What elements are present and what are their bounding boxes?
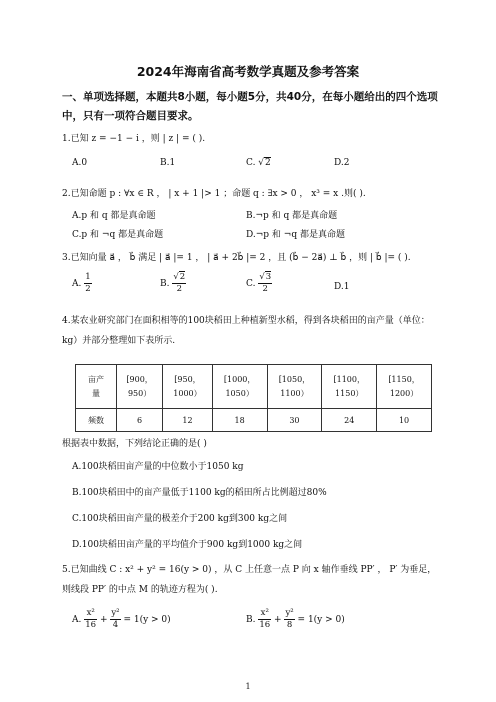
page-number: 1 [245,682,251,691]
q2-option-c: C.p 和 ¬q 都是真命题 [72,230,164,240]
fraction-denominator: 8 [286,620,293,630]
q3-option-a [72,272,92,295]
interval-upper: 1200） [389,388,419,398]
frequency-cell: 30 [267,409,322,432]
question-4-stem: 4.某农业研究部门在面积相等的100块稻田上种植新型水稻，得到各块稻田的亩产量（单位：kg）并部分整理如下表所示. [62,316,430,346]
fraction [284,608,294,631]
q1-option-c: C. √2 [246,158,271,168]
fraction-denominator: 16 [259,620,271,630]
q1-option-c-label: C. [246,158,256,168]
interval-lower: [1150， [388,374,420,384]
q2-option-b: B.¬p 和 q 都是真命题 [246,211,338,221]
fraction-denominator: 2 [262,284,268,294]
question-2-stem: 2.已知命题 p : ∀x ∈ R ， | x + 1 |> 1 ；命题 q : ∃x > 0 ， x³ = x .则( ). [62,189,366,199]
sqrt-radicand: 2 [179,272,186,282]
frequency-cell: 24 [322,409,377,432]
fraction [110,608,120,631]
q5-option-b: B. $\frac{\text{x²}}{16}$ + $\frac{\text{y²}}{8}$ = 1(y > 0) [246,608,345,630]
interval-lower: [1000， [223,374,256,384]
q4-option-d: D.100块稻田亩产量的平均值介于900 kg到1000 kg之间 [72,540,303,550]
question-1-stem: 1.已知 z = −1 − i ，则 | z | = ( ). [62,134,206,144]
q5-option-a-label: A. [72,615,82,625]
fraction-numerator: 1 [85,272,91,282]
frequency-cell: 12 [163,409,213,432]
interval-lower: [900， [126,374,153,384]
q5-option-a: A. $\frac{\text{x²}}{16}$ + $\frac{\text{y²}}{4}$ = 1(y > 0) [72,608,171,630]
equation-tail: = 1(y > 0) [123,615,171,625]
fraction-numerator: y² [285,608,294,618]
header-label-line-2: 量 [92,388,100,398]
question-3-stem: 3.已知向量 a⃗ ， b⃗ 满足 | a⃗ |= 1 ， | a⃗ + 2b⃗ |= 2 ，且 (b⃗ − 2a⃗) ⊥ b⃗ ，则 | b⃗ |= ( ). [62,253,411,263]
q4-option-a: A.100块稻田亩产量的中位数小于1050 kg [72,462,244,472]
interval-cell [117,365,163,409]
interval-upper: 950） [127,388,152,398]
q1-option-c-radicand: 2 [265,158,271,168]
frequency-cell: 6 [117,409,163,432]
q2-option-a: A.p 和 q 都是真命题 [72,211,156,221]
q4-option-c: C.100块稻田亩产量的极差介于200 kg到300 kg之间 [72,514,288,524]
header-label-line-1: 亩产 [88,374,104,384]
q4-option-b: B.100块稻田中的亩产量低于1100 kg的稻田所占比例超过80% [72,488,327,498]
q1-option-d: D.2 [334,158,350,168]
frequency-cell: 10 [377,409,432,432]
fraction-denominator: 4 [112,620,119,630]
interval-upper: 1050） [225,388,254,398]
q3-option-a-fraction [84,272,91,295]
table-header-cell [76,365,117,409]
fraction [258,608,271,631]
table-row-intervals [76,365,432,409]
question-5-stem: 5.已知曲线 C : x² + y² = 16(y > 0) ，从 C 上任意一点 P 向 x 轴作垂线 PP′ ， P′ 为垂足，则线段 PP′ 的中点 M 的轨迹方程为( ). [62,565,437,595]
q5-option-b-label: B. [246,615,256,625]
interval-cell [163,365,213,409]
q3-option-d: D.1 [334,282,350,292]
q3-option-b-label: B. [160,279,170,289]
interval-lower: [950， [174,374,201,384]
section-heading: 一、单项选择题，本题共8小题，每小题5分，共40分，在每小题给出的四个选项中，只有一项符合题目要求。 [62,91,438,122]
fraction-denominator: 16 [85,620,97,630]
fraction-numerator: y² [111,608,120,618]
fraction [84,608,97,631]
interval-upper: 1000） [173,388,202,398]
interval-cell [267,365,322,409]
interval-upper: 1100） [280,388,309,398]
q3-option-a-label: A. [72,279,82,289]
interval-upper: 1150） [335,388,364,398]
page-title: 2024年海南省高考数学真题及参考答案 [136,64,360,79]
q1-option-a: A.0 [72,158,88,168]
frequency-label-cell: 频数 [76,409,117,432]
q1-option-b: B.1 [160,158,176,168]
sqrt-radicand: 3 [265,272,272,282]
q3-option-c-fraction [258,272,272,295]
fraction-numerator: √3 [259,272,272,282]
frequency-cell: 18 [212,409,267,432]
q3-option-c-label: C. [246,279,256,289]
fraction-numerator: x² [84,608,97,620]
interval-lower: [1050， [278,374,311,384]
fraction-denominator: 2 [85,284,91,294]
interval-cell [322,365,377,409]
table-row-frequencies [76,409,432,432]
q3-option-b-fraction [172,272,186,295]
interval-cell [212,365,267,409]
question-4-prompt: 根据表中数据，下列结论正确的是( ) [62,439,207,449]
q3-option-b [160,272,186,295]
fraction-denominator: 2 [176,284,182,294]
q2-option-d: D.¬p 和 ¬q 都是真命题 [246,230,345,240]
interval-lower: [1100， [333,374,365,384]
fraction-numerator: x² [258,608,271,620]
equation-tail: = 1(y > 0) [297,615,345,625]
fraction-numerator: √2 [173,272,186,282]
q3-option-c [246,272,272,295]
interval-cell [377,365,432,409]
yield-frequency-table [75,364,432,432]
